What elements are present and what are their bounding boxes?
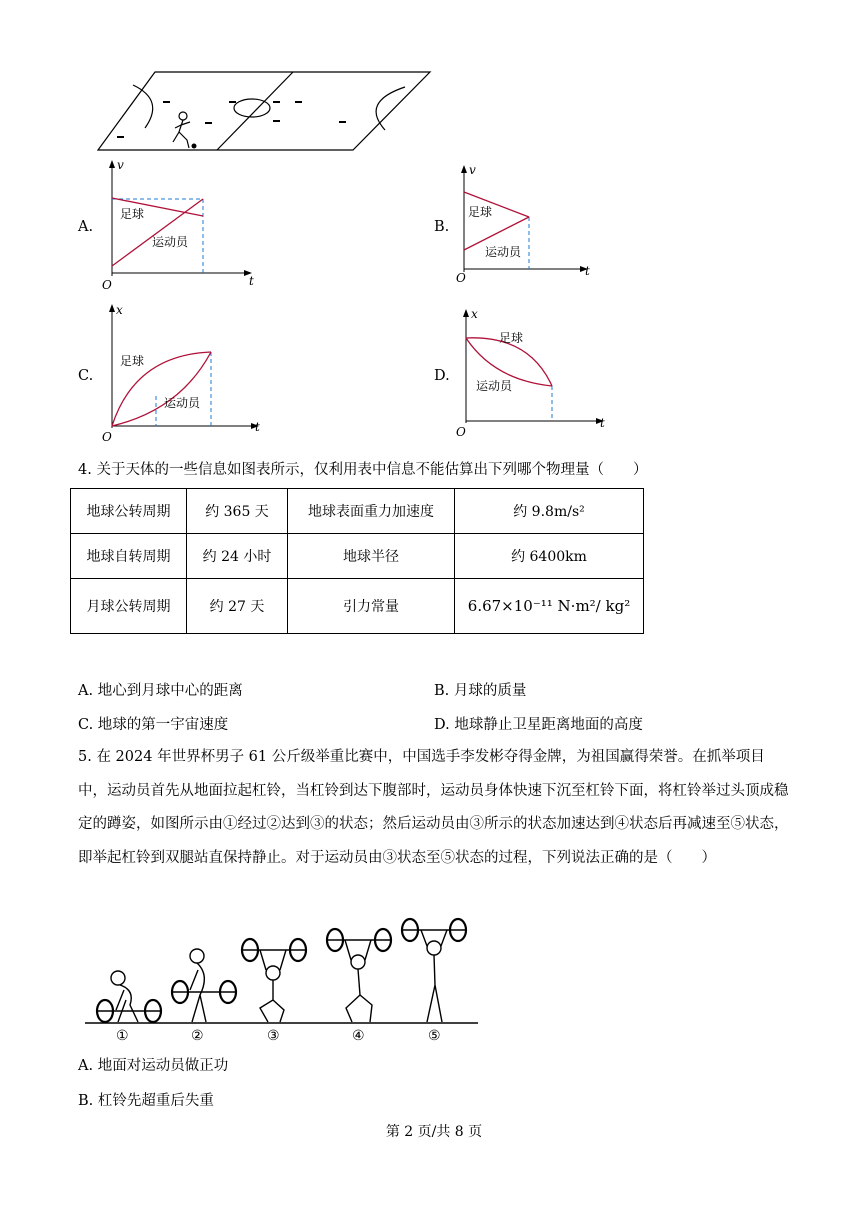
graph-a [100,158,260,293]
stage-label: ④ [352,1028,365,1044]
stage-label: ① [116,1028,129,1044]
football-label: 足球 [468,205,493,219]
origin-label: O [456,271,466,285]
q5-option-a[interactable]: A. 地面对运动员做正功 [78,1058,229,1074]
table-cell: 约 6400km [455,534,644,579]
table-row [71,534,644,579]
table-cell: 地球公转周期 [71,489,187,534]
football-label: 足球 [120,354,145,368]
page-footer: 第 2 页/共 8 页 [385,1124,483,1140]
stage-label: ⑤ [428,1028,441,1044]
table-cell: 约 9.8m/s² [455,489,644,534]
soccer-field-figure [95,70,435,155]
option-letter-d: D. [434,368,450,384]
celestial-info-table [70,488,644,634]
y-axis-label: x [116,303,123,317]
y-axis-label: v [117,158,124,172]
option-letter-b: B. [434,219,450,235]
athlete-label: 运动员 [152,235,189,249]
question-5-stem: 5. 在 2024 年世界杯男子 61 公斤级举重比赛中，中国选手李发彬夺得金牌，为祖国赢得荣誉。在抓举项目中，运动员首先从地面拉起杠铃，当杠铃到达下腹部时，运动员身体快速下沉至杠铃下面，将杠铃举过头顶成稳定的蹲姿，如图所示由①经过②达到③的状态；然后运动员由③所示的状态加速达到④状态后再减速至⑤状态，即举起杠铃到双腿站直保持静止。对于运动员由③状态至⑤状态的过程，下列说法正确的是（ ） [78,749,789,866]
table-cell: 6.67×10⁻¹¹ N·m²/ kg² [455,579,644,634]
table-row [71,489,644,534]
q4-option-a[interactable]: A. 地心到月球中心的距离 [78,683,243,699]
option-letter-c: C. [78,368,94,384]
table-cell: 地球自转周期 [71,534,187,579]
origin-label: O [102,278,112,292]
graph-c [100,300,270,445]
x-axis-label: t [600,416,605,430]
table-cell: 地球半径 [288,534,455,579]
y-axis-label: x [471,307,478,321]
q4-option-c[interactable]: C. 地球的第一宇宙速度 [78,717,229,733]
football-label: 足球 [499,331,524,345]
table-cell: 引力常量 [288,579,455,634]
graph-b [454,163,599,288]
x-axis-label: t [249,274,254,288]
weightlifting-figure [80,910,490,1045]
graph-d [454,305,614,440]
table-cell: 地球表面重力加速度 [288,489,455,534]
option-letter-a: A. [78,219,94,235]
athlete-label: 运动员 [476,379,513,393]
q5-option-b[interactable]: B. 杠铃先超重后失重 [78,1093,214,1109]
table-cell: 约 27 天 [187,579,288,634]
x-axis-label: t [255,420,260,434]
x-axis-label: t [585,264,590,278]
table-cell: 约 24 小时 [187,534,288,579]
stage-label: ③ [267,1028,280,1044]
y-axis-label: v [469,163,476,177]
stage-label: ② [191,1028,204,1044]
football-label: 足球 [120,207,145,221]
athlete-label: 运动员 [164,396,201,410]
player-icon [173,112,190,148]
table-row [71,579,644,634]
question-4-stem: 4. 关于天体的一些信息如图表所示，仅利用表中信息不能估算出下列哪个物理量（ ） [78,462,648,478]
q4-option-b[interactable]: B. 月球的质量 [434,683,527,699]
q4-option-d[interactable]: D. 地球静止卫星距离地面的高度 [434,717,643,733]
table-cell: 月球公转周期 [71,579,187,634]
table-cell: 约 365 天 [187,489,288,534]
athlete-label: 运动员 [485,245,522,259]
origin-label: O [102,430,112,444]
origin-label: O [456,425,466,439]
